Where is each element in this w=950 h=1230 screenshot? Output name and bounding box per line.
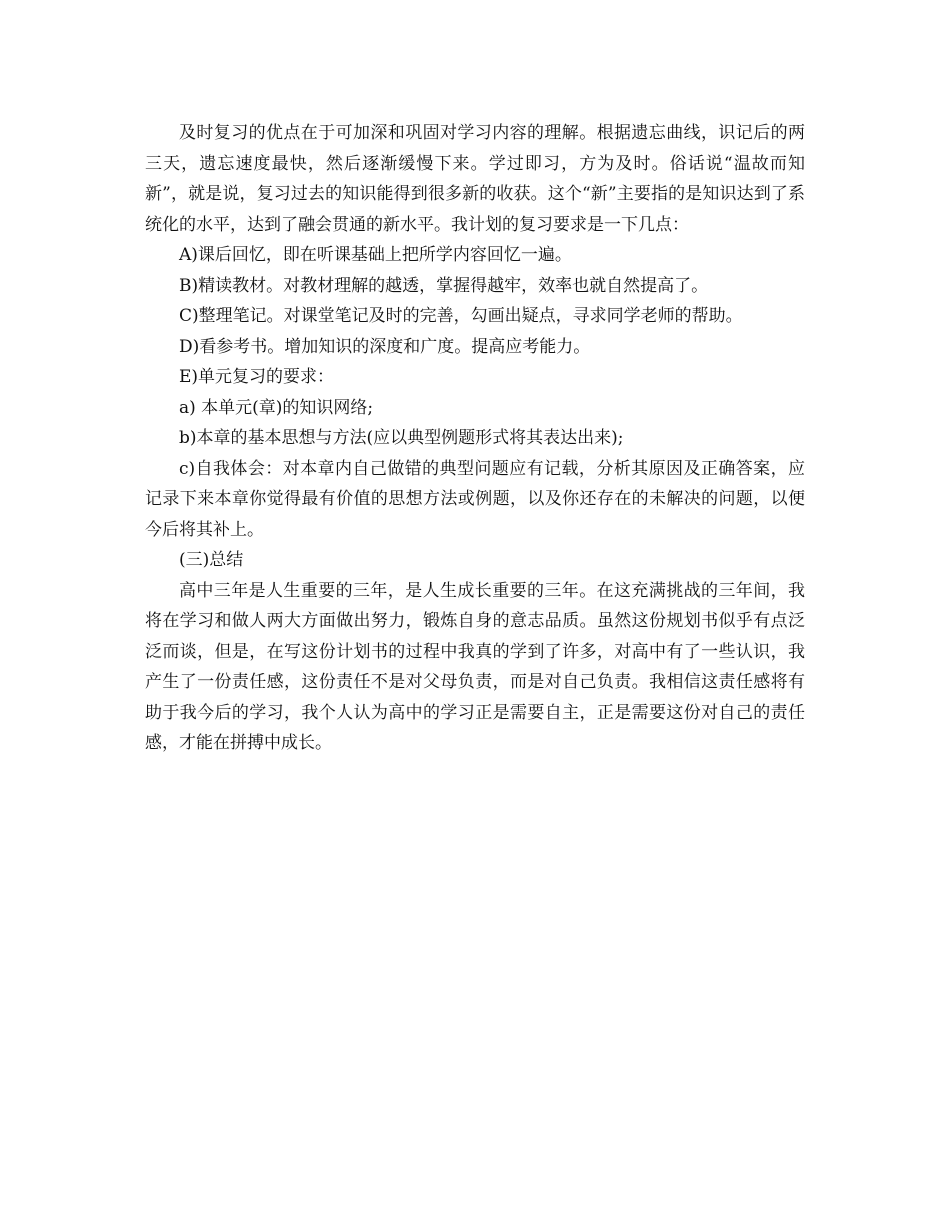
list-item-a: A)课后回忆，即在听课基础上把所学内容回忆一遍。 xyxy=(179,245,572,265)
paragraph-review-intro: 及时复习的优点在于可加深和巩固对学习内容的理解。根据遗忘曲线，识记后的两三天，遗忘速度最快，然后逐渐缓慢下来。学过即习，方为及时。俗话说“温故而知新”，就是说，复习过去的知识能得到很多新的收获。这个“新”主要指的是知识达到了系统化的水平，达到了融会贯通的新水平。我计划的复习要求是一下几点： xyxy=(145,123,805,235)
sub-item-c: c)自我体会：对本章内自己做错的典型问题应有记载，分析其原因及正确答案，应记录下来本章你觉得最有价值的思想方法或例题，以及你还存在的未解决的问题，以便今后将其补上。 xyxy=(145,458,805,540)
sub-item-b: b)本章的基本思想与方法(应以典型例题形式将其表达出来); xyxy=(179,428,624,448)
list-item-b: B)精读教材。对教材理解的越透，掌握得越牢，效率也就自然提高了。 xyxy=(179,275,709,296)
list-item-d: D)看参考书。增加知识的深度和广度。提高应考能力。 xyxy=(179,336,591,357)
list-item-e: E)单元复习的要求： xyxy=(179,367,335,387)
section-heading-summary: (三)总结 xyxy=(179,550,244,570)
paragraph-summary: 高中三年是人生重要的三年，是人生成长重要的三年。在这充满挑战的三年间，我将在学习和做人两大方面做出努力，锻炼自身的意志品质。虽然这份规划书似乎有点泛泛而谈，但是，在写这份计划书的过程中我真的学到了许多，对高中有了一些认识，我产生了一份责任感，这份责任不是对父母负责，而是对自己负责。我相信这责任感将有助于我今后的学习，我个人认为高中的学习正是需要自主，正是需要这份对自己的责任感，才能在拼搏中成长。 xyxy=(145,580,805,753)
sub-item-a: a) 本单元(章)的知识网络; xyxy=(179,397,374,418)
list-item-c: C)整理笔记。对课堂笔记及时的完善，勾画出疑点，寻求同学老师的帮助。 xyxy=(179,306,743,326)
document-body xyxy=(145,118,805,759)
